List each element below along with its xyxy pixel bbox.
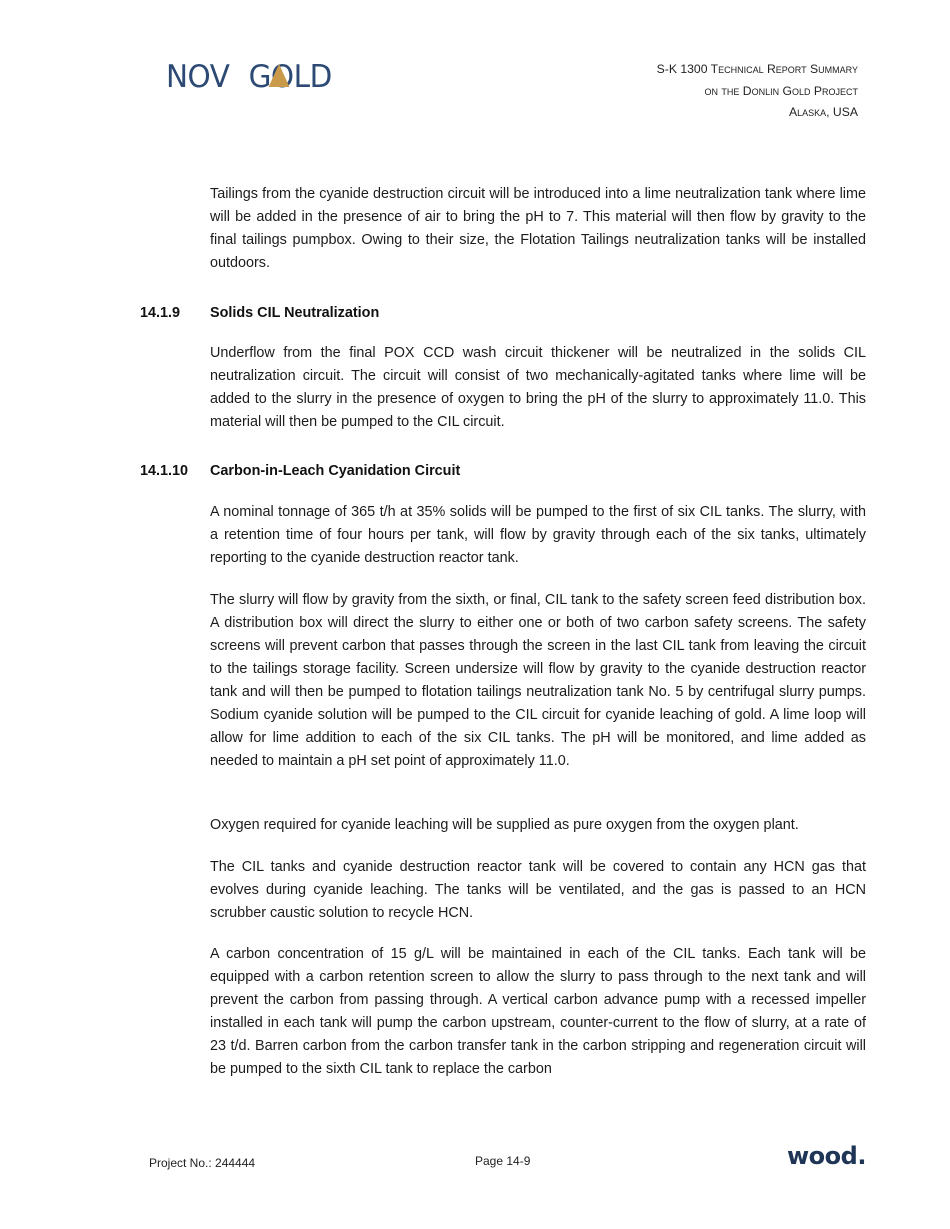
report-title-line-1: S-K 1300 Technical Report Summary [656, 62, 858, 76]
section-title: Solids CIL Neutralization [210, 305, 380, 321]
section-number: 14.1.10 [140, 463, 189, 479]
paragraph: Tailings from the cyanide destruction circuit will be introduced into a lime neutralization tank where lime will be added in the presence of air to bring the pH to 7. This material will then flow by gravity to the final tailings pumpbox. Owing to their size, the Flotation Tailings neutralization tanks will be installed outdoors. [210, 186, 866, 271]
logo-text-left: NOV [166, 59, 230, 95]
paragraph: A nominal tonnage of 365 t/h at 35% solids will be pumped to the first of six CIL tanks. The slurry, with a retention time of four hours per tank, will flow by gravity through each of the six tanks, ultimately reporting to the cyanide destruction reactor tank. [210, 504, 866, 566]
paragraph: Oxygen required for cyanide leaching will be supplied as pure oxygen from the oxygen plant. [210, 817, 799, 833]
section-heading-14-1-9 [140, 305, 379, 321]
paragraph: The slurry will flow by gravity from the sixth, or final, CIL tank to the safety screen feed distribution box. A distribution box will direct the slurry to either one or both of two carbon safety screens. The safety screens will prevent carbon that passes through the screen in the last CIL tank from leaving the circuit to the tailings storage facility. Screen undersize will flow by gravity to the cyanide destruction reactor tank and will then be pumped to flotation tailings neutralization tank No. 5 by centrifugal slurry pumps. Sodium cyanide solution will be pumped to the CIL circuit for cyanide leaching of gold. A lime loop will allow for lime addition to each of the six CIL tanks. The pH will be monitored, and lime added as needed to maintain a pH set point of approximately 11.0. [210, 592, 866, 769]
section-number: 14.1.9 [140, 305, 181, 321]
page-number: Page 14-9 [475, 1154, 531, 1168]
section-title: Carbon-in-Leach Cyanidation Circuit [210, 463, 461, 479]
report-title-line-2: on the Donlin Gold Project [704, 83, 858, 98]
section-heading-14-1-10 [140, 463, 460, 479]
project-number: Project No.: 244444 [149, 1156, 256, 1170]
report-title-block [657, 59, 858, 124]
wood-logo: wood. [787, 1142, 866, 1170]
novagold-logo [166, 59, 332, 95]
logo-text-right: GOLD [248, 59, 332, 95]
report-title-line-3: Alaska, USA [789, 105, 858, 119]
paragraph: Underflow from the final POX CCD wash circuit thickener will be neutralized in the solids CIL neutralization circuit. The circuit will consist of two mechanically-agitated tanks where lime will be added to the slurry in the presence of oxygen to bring the pH of the slurry to approximately 11.0. This material will then be pumped to the CIL circuit. [210, 345, 866, 430]
logo-triangle-icon [268, 64, 289, 87]
paragraph: A carbon concentration of 15 g/L will be maintained in each of the CIL tanks. Each tank will be equipped with a carbon retention screen to allow the slurry to pass through to the next tank and will prevent the carbon from passing through. A vertical carbon advance pump with a recessed impeller installed in each tank will pump the carbon upstream, counter-current to the flow of slurry, at a rate of 23 t/d. Barren carbon from the carbon transfer tank in the carbon stripping and regeneration circuit will be pumped to the sixth CIL tank to replace the carbon [210, 946, 866, 1077]
paragraph: The CIL tanks and cyanide destruction reactor tank will be covered to contain any HCN gas that evolves during cyanide leaching. The tanks will be ventilated, and the gas is passed to an HCN scrubber caustic solution to recycle HCN. [210, 859, 866, 921]
